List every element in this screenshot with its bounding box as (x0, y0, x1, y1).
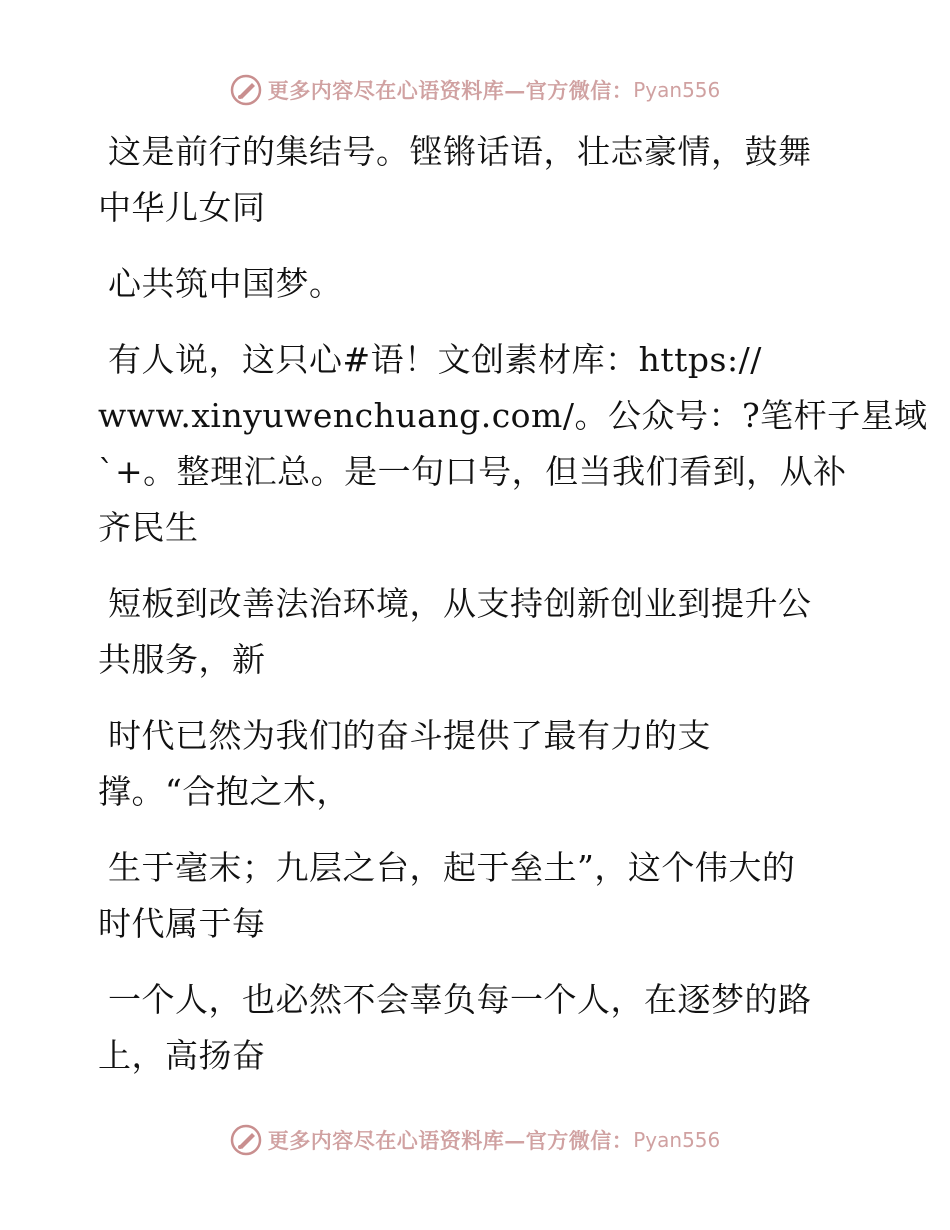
brand-logo-icon (230, 1124, 262, 1156)
document-body (98, 124, 928, 1084)
footer-site-text: 更多内容尽在心语资料库—官方微信： (267, 1128, 634, 1153)
brand-logo-icon (230, 74, 262, 106)
header-site-text: 更多内容尽在心语资料库—官方微信： (267, 78, 634, 103)
paragraph (98, 840, 858, 952)
text-line: 共服务，新 (98, 640, 266, 679)
text-line: 中华儿女同 (98, 188, 266, 227)
paragraph (98, 124, 858, 236)
text-line: www.xinyuwenchuang.com/。公众号：?笔杆子星域 (98, 396, 928, 435)
text-line: 有人说，这只心#语！文创素材库：https:// (108, 340, 762, 379)
paragraph (98, 972, 858, 1084)
text-line: 一个人，也必然不会辜负每一个人，在逐梦的路 (108, 980, 812, 1019)
paragraph (98, 256, 858, 312)
text-line: 这是前行的集结号。铿锵话语，壮志豪情，鼓舞 (108, 132, 812, 171)
footer-watermark-banner (0, 1120, 950, 1160)
text-line: `+。整理汇总。是一句口号，但当我们看到，从补 (98, 452, 847, 491)
text-line: 齐民生 (98, 508, 199, 547)
text-line: 时代属于每 (98, 904, 266, 943)
header-wechat-id: Pyan556 (633, 78, 721, 102)
text-line: 生于毫末；九层之台，起于垒土”，这个伟大的 (108, 848, 796, 887)
text-line: 上，高扬奋 (98, 1036, 266, 1075)
paragraph (98, 708, 858, 820)
paragraph (98, 576, 858, 688)
text-line: 时代已然为我们的奋斗提供了最有力的支 (108, 716, 711, 755)
text-line: 短板到改善法治环境，从支持创新创业到提升公 (108, 584, 812, 623)
text-line: 心共筑中国梦。 (108, 264, 343, 303)
text-line: 撑。“合抱之木， (98, 772, 350, 811)
footer-wechat-id: Pyan556 (633, 1128, 721, 1152)
paragraph (98, 332, 928, 556)
header-watermark-banner (0, 70, 950, 110)
